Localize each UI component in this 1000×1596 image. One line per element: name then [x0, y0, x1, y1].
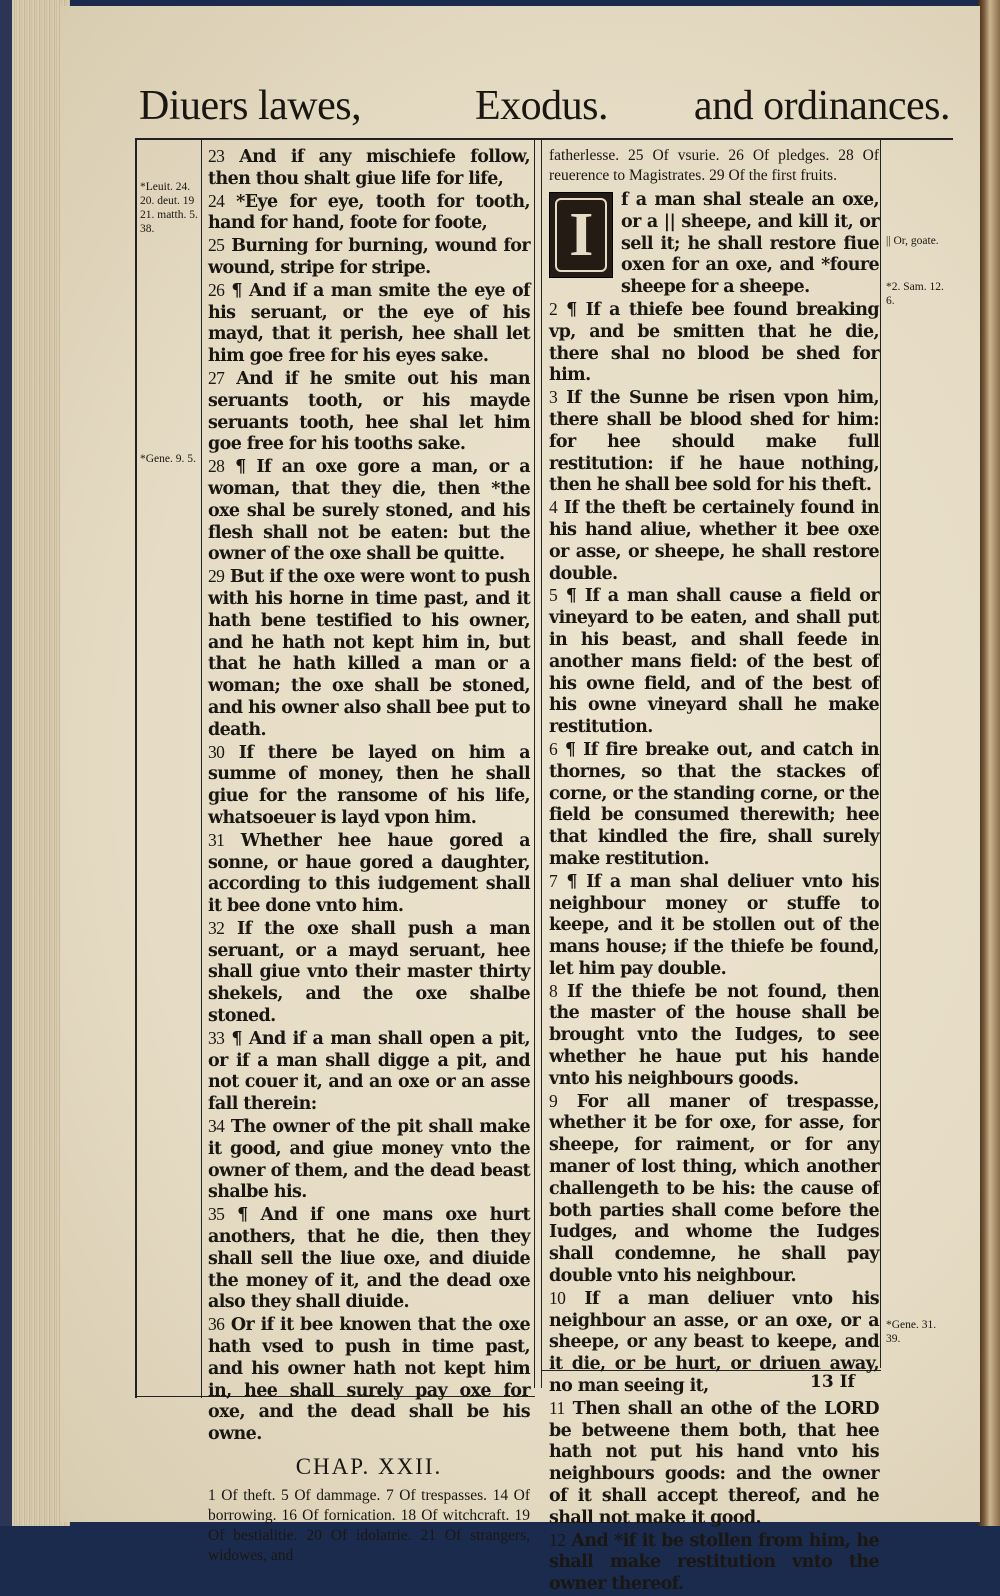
left-text-column [208, 146, 530, 1566]
ornamental-dropcap [549, 192, 613, 278]
dropcap-letter: I [569, 201, 593, 269]
verse-32: 32 If the oxe shall push a man seruant, or a mayd seruant, hee shall giue vnto their master thirty shekels, and the oxe shalbe stoned. [208, 917, 530, 1027]
margin-note-sam12: *2. Sam. 12. 6. [886, 281, 944, 307]
header-center: Exodus. [475, 83, 608, 129]
verse-30: 30 If there be layed on him a summe of money, then he shall giue for the ransome of his life, whatsoeuer is layd vpon him. [208, 741, 530, 828]
verse-36: 36 Or if it bee knowen that the oxe hath vsed to push in time past, and his owner hath not kept him in, hee shall surely pay oxe for oxe, and the dead shall be his owne. [208, 1314, 530, 1445]
verse-6: 6 ¶ If fire breake out, and catch in thornes, so that the stackes of corne, or the standing corne, or the field be consumed therewith; hee that kindled the fire, shall surely make restitution. [549, 738, 880, 869]
chapter-heading: CHAP. XXII. [295, 1454, 443, 1480]
verse-3: 3 If the Sunne be risen vpon him, there shall be blood shed for him: for hee should make full restitution: if he haue nothing, then he shall bee sold for his theft. [549, 387, 879, 496]
verse-9: 9 For all maner of trespasse, whether it be for oxe, for asse, for sheepe, for raiment, or for any maner of lost thing, which another challengeth to be his: the cause of both parties shall come before the Iudges, and whome the Iudges shall condemne, he shall pay double vnto his neighbour. [549, 1090, 879, 1287]
verse-24: 24 *Eye for eye, tooth for tooth, hand for hand, foote for foote, [208, 190, 530, 234]
verse-25: 25 Burning for burning, wound for wound, stripe for stripe. [208, 235, 530, 278]
verse-4: 4 If the theft be certainely found in his hand aliue, whether it bee oxe or asse, or sheepe, he shall restore double. [549, 497, 879, 584]
verse-2: 2 ¶ If a thiefe bee found breaking vp, and be smitten that he die, there shal no blood be shed for him. [549, 298, 879, 386]
running-header [135, 80, 950, 132]
header-left: Diuers lawes, [139, 83, 362, 129]
verse-12: 12 And *if it be stollen from him, he shall make restitution vnto the owner thereof. [549, 1529, 879, 1595]
verse-28: 28 ¶ If an oxe gore a man, or a woman, that they die, then *the oxe shal be surely stoned, and his flesh shall not be eaten: but the owner of the oxe shall be quitte. [208, 456, 530, 565]
verse-10: 10 If a man deliuer vnto his neighbour an asse, or an oxe, or a sheepe, or any beast to keepe, and it die, or be hurt, or driuen away, no man seeing it, [549, 1287, 879, 1397]
verse-8: 8 If the thiefe be not found, then the master of the house shall be brought vnto the Iudges, to see whether he haue put his hande vnto his neighbours goods. [549, 980, 879, 1089]
verse-27: 27 And if he smite out his man seruants tooth, or his mayde seruants tooth, hee shal let him goe free for his tooths sake. [208, 367, 530, 455]
verse-1: I f a man shal steale an oxe, or a || sheepe, and kill it, or sell it; he shall restore fiue oxen for an oxe, and *foure sheepe for a sheepe. [549, 190, 879, 299]
verse-23: 23 And if any mischiefe follow, then thou shalt giue life for life, [208, 146, 530, 189]
margin-note-leuit: *Leuit. 24. 20. deut. 19 21. matth. 5. 38. [140, 181, 198, 235]
left-frame-rule [135, 138, 137, 1398]
verse-35: 35 ¶ And if one mans oxe hurt anothers, that he die, then they shall sell the liue oxe, and diuide the money of it, and the dead oxe also they shall diuide. [208, 1204, 530, 1313]
margin-note-gene9: *Gene. 9. 5. [140, 453, 196, 465]
book-right-edge [978, 0, 1000, 1526]
verse-34: 34 The owner of the pit shall make it good, and giue money vnto the owner of them, and the dead beast shalbe his. [208, 1116, 530, 1203]
verse-33: 33 ¶ And if a man shall open a pit, or if a man shall digge a pit, and not couer it, and an oxe or an asse fall therein: [208, 1027, 530, 1115]
header-right: and ordinances. [693, 83, 950, 129]
chapter-summary-right: fatherlesse. 25 Of vsurie. 26 Of pledges. 28 Of reuerence to Magistrates. 29 Of the first fruits. [549, 147, 879, 184]
catchword: 13 If [810, 1372, 855, 1392]
margin-note-gene31: *Gene. 31. 39. [886, 1319, 937, 1345]
header-rule [135, 138, 953, 140]
center-rule-right [541, 138, 542, 1388]
verse-29: 29 But if the oxe were wont to push with his horne in time past, and it hath bene testified to his owner, and he hath not kept him in, but that he hath killed a man or a woman; the oxe shall be stoned, and his owner also shall bee put to death. [208, 566, 530, 740]
verse-26: 26 ¶ And if a man smite the eye of his seruant, or the eye of his mayd, that it perish, hee shall let him goe free for his eyes sake. [208, 279, 530, 367]
right-margin-rule [880, 138, 881, 1368]
chapter-summary-left: 1 Of theft. 5 Of dammage. 7 Of trespasses. 14 Of borrowing. 16 Of fornication. 18 Of witchcraft. 19 Of bestialitie. 20 Of idolatrie. 21 Of strangers, widowes, and [208, 1487, 530, 1565]
center-rule-left [534, 138, 535, 1388]
verse-31: 31 Whether hee haue gored a sonne, or haue gored a daughter, according to this iudgement shall it bee done vnto him. [208, 829, 530, 917]
verse-11: 11 Then shall an othe of the LORD be betweene them both, that hee hath not put his hand vnto his neighbours goods: and the owner of it shall accept thereof, and he shall not make it good. [549, 1397, 879, 1528]
verse-7: 7 ¶ If a man shal deliuer vnto his neighbour money or stuffe to keepe, and it be stollen out of the mans house; if the thiefe be found, let him pay double. [549, 870, 879, 979]
left-margin-rule [201, 138, 202, 1398]
verse-5: 5 ¶ If a man shall cause a field or vineyard to be eaten, and shall put in his beast, and shall feede in another mans field: of the best of his owne field, and of the best of his owne vineyard shall he make restitution. [549, 585, 879, 738]
margin-note-goate: || Or, goate. [886, 235, 939, 247]
